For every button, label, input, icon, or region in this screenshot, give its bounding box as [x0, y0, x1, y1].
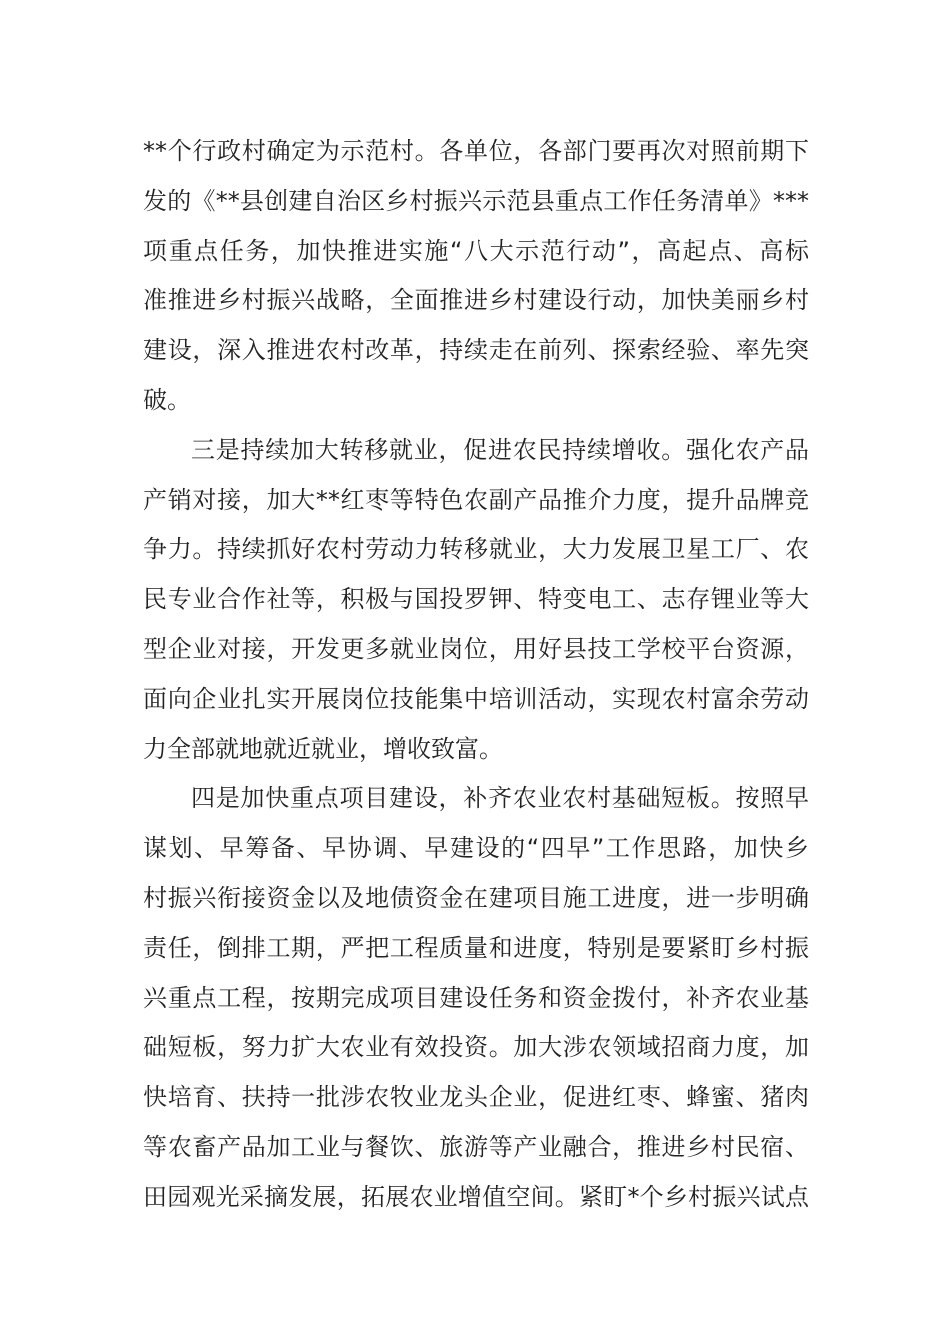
text-line: 民专业合作社等，积极与国投罗钾、特变电工、志存锂业等大	[143, 585, 809, 614]
text-line: 础短板，努力扩大农业有效投资。加大涉农领域招商力度，加	[143, 1033, 809, 1062]
text-line: 建设，深入推进农村改革，持续走在前列、探索经验、率先突	[143, 336, 809, 365]
document-body	[143, 127, 809, 1223]
text-line: 等农畜产品加工业与餐饮、旅游等产业融合，推进乡村民宿、	[143, 1132, 809, 1161]
text-line: 项重点任务，加快推进实施“八大示范行动”，高起点、高标	[143, 236, 809, 265]
text-line: 准推进乡村振兴战略，全面推进乡村建设行动，加快美丽乡村	[143, 286, 809, 315]
text-line: 田园观光采摘发展，拓展农业增值空间。紧盯*个乡村振兴试点	[143, 1182, 809, 1211]
text-line: 力全部就地就近就业，增收致富。	[143, 734, 503, 763]
text-line: 责任，倒排工期，严把工程质量和进度，特别是要紧盯乡村振	[143, 933, 809, 962]
text-line: 兴重点工程，按期完成项目建设任务和资金拨付，补齐农业基	[143, 983, 809, 1012]
text-line: 破。	[143, 385, 191, 414]
text-line: 三是持续加大转移就业，促进农民持续增收。强化农产品	[191, 435, 809, 464]
text-line: 型企业对接，开发更多就业岗位，用好县技工学校平台资源，	[143, 634, 809, 663]
text-line: 谋划、早筹备、早协调、早建设的“四早”工作思路，加快乡	[143, 834, 809, 863]
text-line: 四是加快重点项目建设，补齐农业农村基础短板。按照早	[191, 784, 809, 813]
text-line: 发的《**县创建自治区乡村振兴示范县重点工作任务清单》***	[143, 186, 809, 215]
text-line: **个行政村确定为示范村。各单位，各部门要再次对照前期下	[143, 137, 809, 165]
paragraph-demonstration-villages	[143, 127, 809, 426]
paragraph-key-projects	[143, 774, 809, 1222]
paragraph-transfer-employment	[143, 426, 809, 775]
text-line: 村振兴衔接资金以及地债资金在建项目施工进度，进一步明确	[143, 883, 809, 912]
text-line: 面向企业扎实开展岗位技能集中培训活动，实现农村富余劳动	[143, 684, 809, 713]
text-line: 产销对接，加大**红枣等特色农副产品推介力度，提升品牌竞	[143, 485, 809, 514]
text-line: 快培育、扶持一批涉农牧业龙头企业，促进红枣、蜂蜜、猪肉	[143, 1083, 809, 1112]
text-line: 争力。持续抓好农村劳动力转移就业，大力发展卫星工厂、农	[143, 535, 809, 564]
